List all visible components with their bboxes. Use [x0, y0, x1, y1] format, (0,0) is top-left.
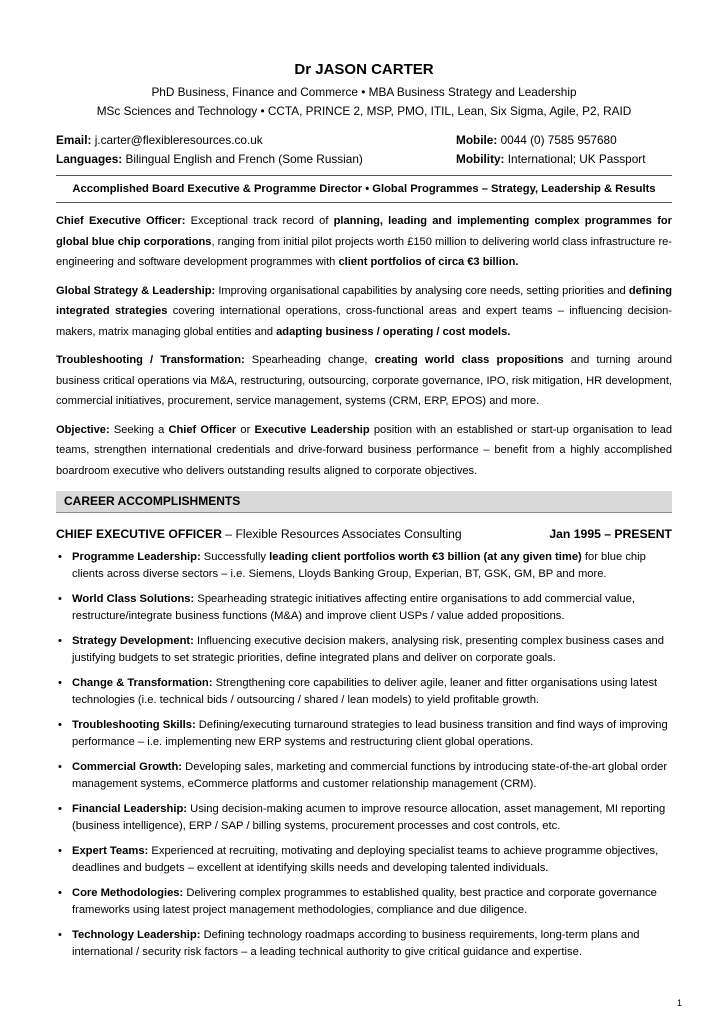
- page-number: 1: [676, 998, 682, 1008]
- paragraph-highlight: planning, leading and implementing complex programmes for global blue chip corporations: [56, 215, 672, 248]
- paragraph-label: Objective:: [56, 423, 110, 436]
- qualifications-line-1: PhD Business, Finance and Commerce • MBA Business Strategy and Leadership: [151, 85, 577, 99]
- email-item: [56, 131, 456, 150]
- item-text: Strengthening core capabilities to deliver agile, leaner and fitter organisations using latest technologies (i.e. technical bids / outsourcing / shared / lean models) to yield profitable growth.: [72, 677, 658, 706]
- bullet-icon: •: [58, 551, 62, 563]
- list-item: [56, 549, 672, 582]
- mobile-item: [456, 131, 672, 150]
- item-text: Successfully: [200, 551, 270, 563]
- mobile-value: 0044 (0) 7585 957680: [500, 133, 617, 147]
- paragraph-text: Seeking a: [109, 423, 169, 436]
- paragraph-highlight: adapting business / operating / cost models.: [276, 325, 511, 338]
- item-text: Experienced at recruiting, motivating and deploying specialist teams to achieve programme objectives, deadlines and budgets – excellent at identifying skills needs and developing talented individuals.: [72, 845, 659, 874]
- contact-row-1: [56, 131, 672, 150]
- contact-block: [56, 131, 672, 169]
- list-item: [56, 927, 672, 960]
- bullet-icon: •: [58, 593, 62, 605]
- item-label: Commercial Growth:: [72, 761, 183, 773]
- paragraph-highlight: Chief Officer: [168, 423, 237, 436]
- paragraph-label: Chief Executive Officer:: [56, 215, 186, 227]
- job-title-line: [56, 525, 462, 543]
- mobile-label: Mobile:: [456, 133, 498, 147]
- accomplishments-list: [56, 549, 672, 960]
- profile-paragraph: [56, 350, 672, 412]
- item-text: Developing sales, marketing and commercial functions by introducing state-of-the-art global order management systems, eCommerce platforms and customer relationship management (CRM).: [72, 761, 668, 790]
- email-label: Email:: [56, 133, 92, 147]
- bullet-icon: •: [58, 803, 62, 815]
- bullet-icon: •: [58, 887, 62, 899]
- list-item: [56, 885, 672, 918]
- bullet-icon: •: [58, 635, 62, 647]
- list-item: [56, 801, 672, 834]
- paragraph-text: and turning around business critical operations via M&A, restructuring, outsourcing, corporate governance, IPO, risk mitigation, HR development, commercial initiatives, procurement, service management, systems (CRM, ERP, EPOS) and more.: [56, 354, 672, 407]
- languages-value: Bilingual English and French (Some Russian): [125, 152, 363, 166]
- paragraph-text: Exceptional track record of: [185, 215, 334, 227]
- item-label: World Class Solutions:: [72, 593, 195, 605]
- mobility-label: Mobility:: [456, 152, 505, 166]
- mobility-item: [456, 150, 672, 169]
- item-label: Troubleshooting Skills:: [72, 719, 196, 731]
- job-dates: Jan 1995 – PRESENT: [549, 527, 672, 541]
- paragraph-highlight: creating world class propositions: [374, 354, 564, 366]
- paragraph-label: Troubleshooting / Transformation:: [56, 354, 245, 366]
- bullet-icon: •: [58, 761, 62, 773]
- item-label: Change & Transformation:: [72, 677, 213, 689]
- job-title: CHIEF EXECUTIVE OFFICER: [56, 527, 222, 541]
- paragraph-highlight: Executive Leadership: [254, 423, 370, 436]
- profile-paragraph: [56, 420, 672, 482]
- paragraph-text: or: [236, 423, 255, 436]
- item-text: Defining/executing turnaround strategies to lead business transition and find ways of improving performance – i.e. implementing new ERP systems and restructuring client global operations.: [72, 719, 668, 748]
- bullet-icon: •: [58, 845, 62, 857]
- list-item: [56, 591, 672, 624]
- paragraph-text: Spearheading change,: [244, 354, 375, 366]
- item-text: Spearheading strategic initiatives affecting entire organisations to add commercial value, restructure/integrate business functions (M&A) and improve client USPs / value added propositions.: [72, 593, 635, 622]
- item-label: Expert Teams:: [72, 845, 149, 857]
- item-label: Core Methodologies:: [72, 887, 184, 899]
- paragraph-text: , ranging from initial pilot projects worth £150 million to delivering world class infrastructure re-engineering and software development programmes with: [56, 235, 673, 268]
- section-title: CAREER ACCOMPLISHMENTS: [56, 491, 672, 513]
- bullet-icon: •: [58, 719, 62, 731]
- item-text: Influencing executive decision makers, analysing risk, presenting complex business cases and justifying budgets to set strategic priorities, define integrated plans and deliver on corporate goals.: [72, 635, 664, 664]
- job-heading: [56, 525, 672, 543]
- item-label: Technology Leadership:: [72, 929, 201, 941]
- item-label: Programme Leadership:: [72, 551, 201, 563]
- paragraph-highlight: client portfolios of circa €3 billion.: [338, 256, 519, 268]
- list-item: [56, 675, 672, 708]
- languages-item: [56, 150, 456, 169]
- paragraph-text: position with an established or start-up organisation to lead teams, strengthen international credentials and drive-forward business performance – benefit from a highly accomplished boardroom executive who delivers outstanding results aligned to corporate objectives.: [56, 423, 673, 477]
- bullet-icon: •: [58, 677, 62, 689]
- qualifications-line-2: MSc Sciences and Technology • CCTA, PRINCE 2, MSP, PMO, ITIL, Lean, Six Sigma, Agile, P2, RAID: [96, 104, 632, 118]
- item-text: for blue chip clients across diverse sectors – i.e. Siemens, Lloyds Banking Group, Experian, BT, GSK, GM, BP and more.: [72, 551, 646, 580]
- paragraph-text: covering international operations, cross-functional areas and expert teams – influencing decision-makers, matrix managing global entities and: [56, 305, 672, 338]
- list-item: [56, 717, 672, 750]
- languages-label: Languages:: [56, 152, 123, 166]
- contact-row-2: [56, 150, 672, 169]
- email-value[interactable]: j.carter@flexibleresources.co.uk: [94, 133, 263, 147]
- item-text: Defining technology roadmaps according to business requirements, long-term plans and international / security risk factors – a leading technical authority to give critical guidance and expertise.: [72, 929, 640, 958]
- paragraph-label: Global Strategy & Leadership:: [56, 284, 216, 297]
- mobility-value: International; UK Passport: [507, 152, 646, 166]
- list-item: [56, 633, 672, 666]
- item-label: Strategy Development:: [72, 635, 194, 647]
- list-item: [56, 843, 672, 876]
- item-text: Delivering complex programmes to established quality, best practice and corporate governance frameworks using latest project management methodologies, compliance and due diligence.: [72, 887, 657, 916]
- paragraph-text: Improving organisational capabilities by analysing core needs, setting priorities and: [215, 284, 629, 297]
- candidate-name: Dr JASON CARTER: [294, 61, 434, 78]
- profile-section: [56, 211, 672, 481]
- item-label: Financial Leadership:: [72, 803, 188, 815]
- professional-tagline: Accomplished Board Executive & Programme Director • Global Programmes – Strategy, Leadership & Results: [56, 175, 672, 203]
- list-item: [56, 759, 672, 792]
- job-company: – Flexible Resources Associates Consulting: [221, 527, 462, 541]
- item-text: Using decision-making acumen to improve resource allocation, asset management, MI reporting (business intelligence), ERP / SAP / billing systems, procurement processes and cost controls, etc.: [72, 803, 666, 832]
- bullet-icon: •: [58, 929, 62, 941]
- profile-paragraph: [56, 211, 672, 273]
- item-highlight: leading client portfolios worth €3 billion (at any given time): [269, 551, 582, 563]
- paragraph-highlight: defining integrated strategies: [56, 284, 672, 317]
- profile-paragraph: [56, 281, 672, 343]
